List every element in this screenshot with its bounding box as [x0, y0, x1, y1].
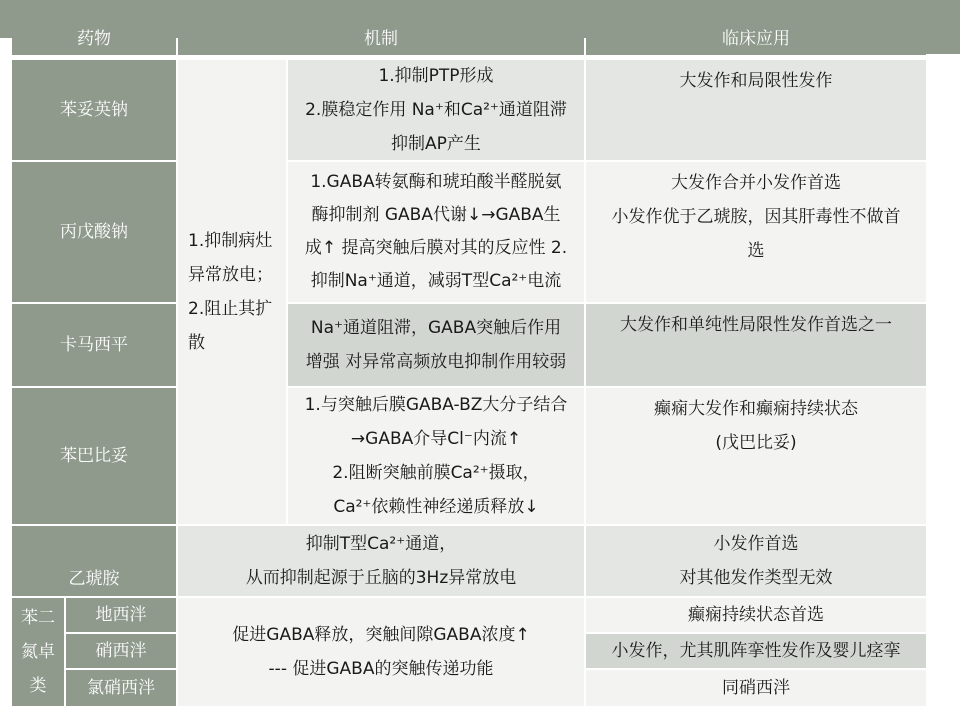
clinical-phenobarbital: 癫痫大发作和癫痫持续状态 (戊巴比妥) [586, 388, 926, 524]
antiepileptic-table [10, 20, 928, 710]
clinical-carbamazepine: 大发作和单纯性局限性发作首选之一 [586, 304, 926, 386]
mechanism-ethosuximide: 抑制T型Ca²⁺通道， 从而抑制起源于丘脑的3Hz异常放电 [178, 526, 584, 596]
shared-mechanism: 1.抑制病灶 异常放电； 2.阻止其扩 散 [178, 60, 286, 524]
drug-diazepam: 地西泮 [66, 598, 176, 632]
clinical-valproate: 大发作合并小发作首选 小发作优于乙琥胺，因其肝毒性不做首 选 [586, 162, 926, 302]
clinical-nitrazepam: 小发作，尤其肌阵挛性发作及婴儿痉挛 [586, 634, 926, 668]
drug-clonazepam: 氯硝西泮 [66, 670, 176, 706]
mechanism-benzodiazepines: 促进GABA释放，突触间隙GABA浓度↑ --- 促进GABA的突触传递功能 [178, 598, 584, 706]
drug-ethosuximide: 乙琥胺 [12, 526, 176, 596]
drug-phenobarbital: 苯巴比妥 [12, 388, 176, 524]
clinical-clonazepam: 同硝西泮 [586, 670, 926, 706]
header-drug: 药物 [12, 22, 176, 55]
drug-phenytoin: 苯妥英钠 [12, 60, 176, 160]
header-mechanism: 机制 [178, 22, 584, 55]
drug-nitrazepam: 硝西泮 [66, 634, 176, 668]
mechanism-valproate: 1.GABA转氨酶和琥珀酸半醛脱氨 酶抑制剂 GABA代谢↓→GABA生 成↑ 提高突触后膜对其的反应性 2. 抑制Na⁺通道，减弱T型Ca²⁺电流 [288, 162, 584, 302]
drug-carbamazepine: 卡马西平 [12, 304, 176, 386]
top-banner-accent [926, 0, 960, 54]
mechanism-phenobarbital: 1.与突触后膜GABA-BZ大分子结合 →GABA介导Cl⁻内流↑ 2.阻断突触前膜Ca²⁺摄取， Ca²⁺依赖性神经递质释放↓ [288, 388, 584, 524]
drug-valproate: 丙戊酸钠 [12, 162, 176, 302]
header-clinical: 临床应用 [586, 22, 926, 55]
mechanism-carbamazepine: Na⁺通道阻滞，GABA突触后作用 增强 对异常高频放电抑制作用较弱 [288, 304, 584, 386]
mechanism-phenytoin: 1.抑制PTP形成 2.膜稳定作用 Na⁺和Ca²⁺通道阻滞 抑制AP产生 [288, 60, 584, 160]
clinical-diazepam: 癫痫持续状态首选 [586, 598, 926, 632]
clinical-ethosuximide: 小发作首选 对其他发作类型无效 [586, 526, 926, 596]
bzd-group-label: 苯二 氮卓 类 [12, 598, 64, 706]
clinical-phenytoin: 大发作和局限性发作 [586, 60, 926, 160]
